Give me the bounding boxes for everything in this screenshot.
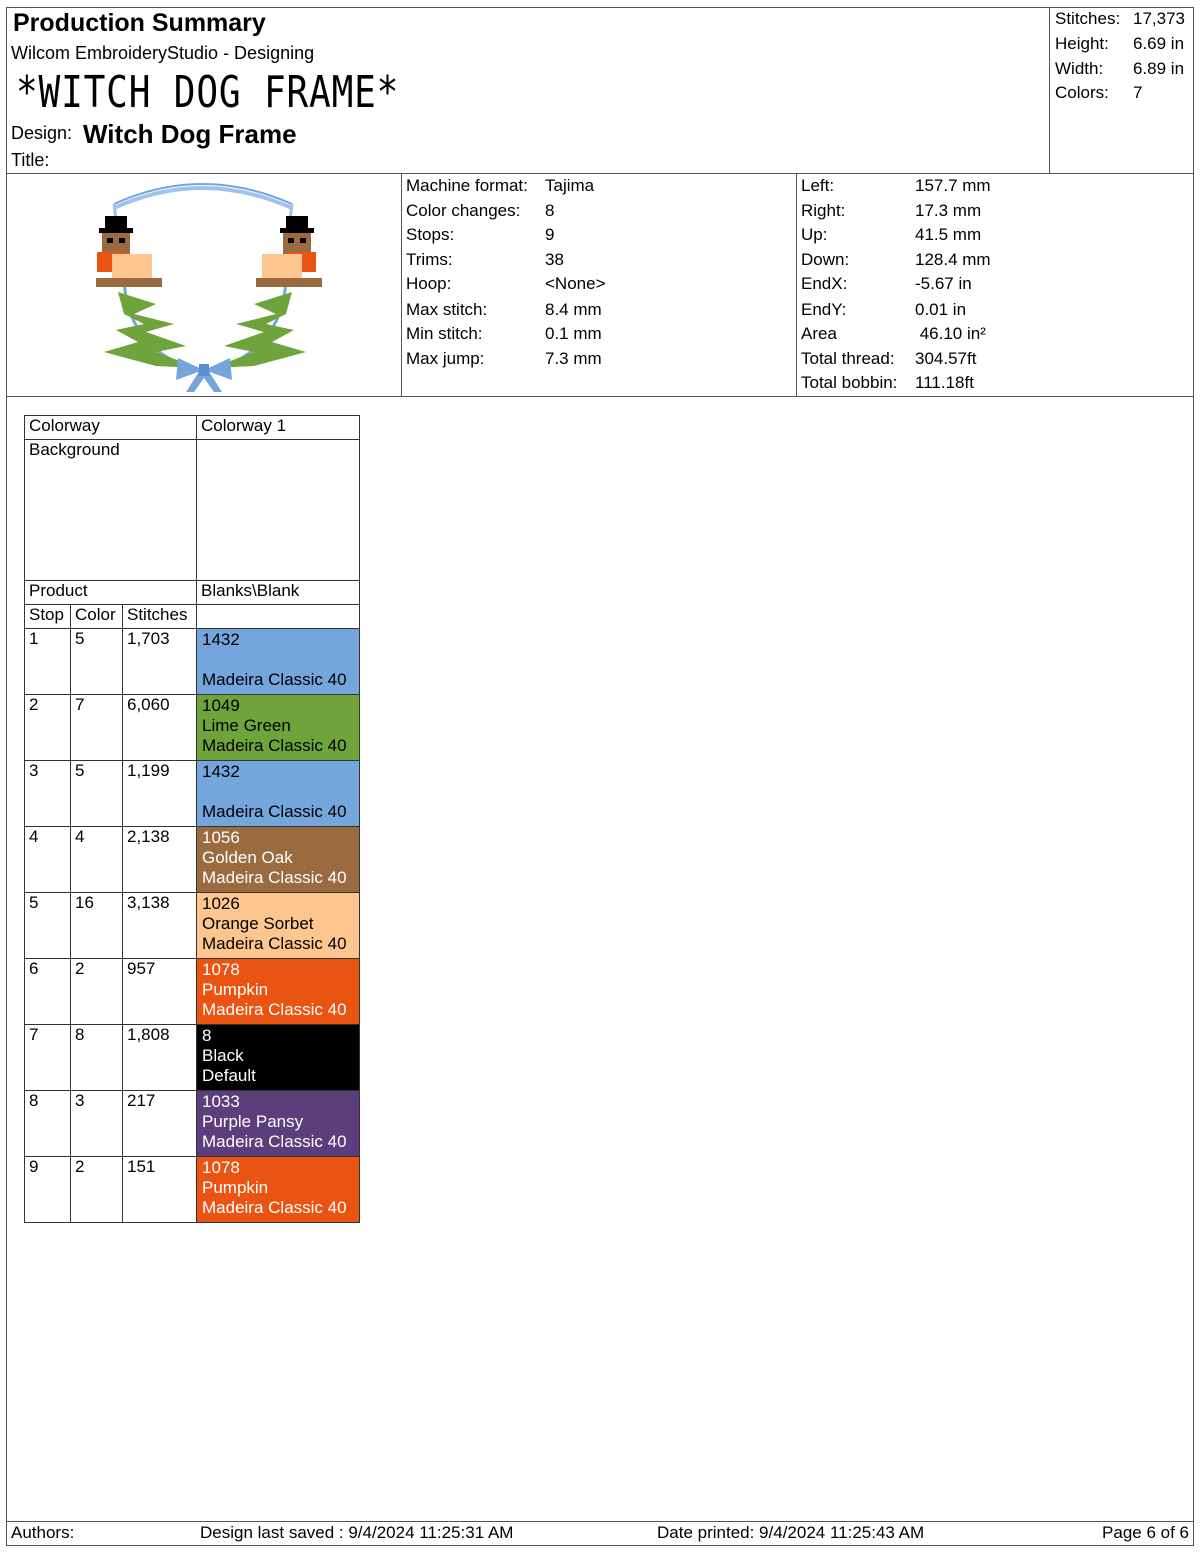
- info-band: [6, 174, 1194, 397]
- stop-cell: 2: [25, 695, 71, 761]
- colorway-value: Colorway 1: [197, 416, 360, 440]
- info-label: Machine format:: [406, 176, 528, 195]
- color-cell: 2: [71, 1157, 123, 1223]
- info-label: Left:: [801, 176, 835, 195]
- thread-brand: Madeira Classic 40: [202, 1132, 347, 1151]
- thread-brand: Madeira Classic 40: [202, 670, 347, 689]
- stat-value: 17,373: [1133, 9, 1185, 28]
- info-label: Down:: [801, 250, 850, 269]
- stop-row: [25, 761, 360, 827]
- info-label: EndX:: [801, 274, 848, 293]
- thread-swatch: [197, 1157, 360, 1223]
- color-cell: 3: [71, 1091, 123, 1157]
- stat-label: Stitches:: [1055, 9, 1121, 28]
- app-name: Wilcom EmbroideryStudio - Designing: [11, 43, 315, 63]
- design-label: Design:: [11, 123, 73, 143]
- colorway-table: [24, 415, 360, 1223]
- stat-label: Height:: [1055, 34, 1109, 53]
- stitches-cell: 1,808: [123, 1025, 197, 1091]
- info-value: Tajima: [545, 176, 595, 195]
- info-value: 46.10 in²: [915, 324, 986, 343]
- thread-code: 1049: [202, 696, 240, 715]
- thread-brand: Default: [202, 1066, 256, 1085]
- info-label: Right:: [801, 201, 846, 220]
- stat-value: 7: [1133, 83, 1143, 102]
- info-label: Area: [801, 324, 837, 343]
- thread-name: Orange Sorbet: [202, 914, 314, 933]
- thread-brand: Madeira Classic 40: [202, 736, 347, 755]
- thread-name: Lime Green: [202, 716, 291, 735]
- header-row: [25, 605, 360, 629]
- stop-rows: [25, 629, 360, 1223]
- info-label: Total thread:: [801, 349, 895, 368]
- thread-name: Pumpkin: [202, 1178, 269, 1197]
- product-row: [25, 581, 360, 605]
- thread-swatch: [197, 629, 360, 695]
- stop-row: [25, 1091, 360, 1157]
- thread-code: 1033: [202, 1092, 240, 1111]
- info-value: 38: [545, 250, 564, 269]
- machine-info: [402, 174, 797, 396]
- info-value: 9: [545, 225, 555, 244]
- thread-brand: Madeira Classic 40: [202, 868, 347, 887]
- stitches-cell: 151: [123, 1157, 197, 1223]
- page-title: Production Summary: [13, 9, 266, 37]
- thread-swatch: [197, 1091, 360, 1157]
- color-cell: 16: [71, 893, 123, 959]
- col-header-stitches: Stitches: [123, 605, 197, 629]
- info-label: Min stitch:: [406, 324, 483, 343]
- thread-brand: Madeira Classic 40: [202, 1198, 347, 1217]
- thread-swatch: [197, 893, 360, 959]
- background-value: [197, 440, 360, 581]
- info-value: 111.18ft: [915, 373, 974, 392]
- stop-cell: 8: [25, 1091, 71, 1157]
- stop-row: [25, 827, 360, 893]
- info-label: Total bobbin:: [801, 373, 898, 392]
- stat-label: Width:: [1055, 59, 1104, 78]
- color-cell: 5: [71, 629, 123, 695]
- product-value: Blanks\Blank: [197, 581, 360, 605]
- thread-code: 1078: [202, 960, 240, 979]
- thread-code: 1432: [202, 630, 240, 649]
- title-label: Title:: [11, 150, 50, 170]
- design-stats: [1049, 7, 1194, 173]
- thread-swatch: [197, 695, 360, 761]
- info-value: <None>: [545, 274, 606, 293]
- stitches-cell: 1,703: [123, 629, 197, 695]
- footer-last-saved: Design last saved : 9/4/2024 11:25:31 AM: [200, 1523, 514, 1542]
- info-label: Color changes:: [406, 201, 521, 220]
- witch-dog-frame-illustration: [6, 174, 402, 396]
- footer-page-number: Page 6 of 6: [1102, 1523, 1189, 1542]
- stitches-cell: 2,138: [123, 827, 197, 893]
- thread-brand: Madeira Classic 40: [202, 802, 347, 821]
- background-label: Background: [25, 440, 197, 581]
- info-label: Trims:: [406, 250, 453, 269]
- product-label: Product: [25, 581, 197, 605]
- thread-code: 1078: [202, 1158, 240, 1177]
- thread-code: 1026: [202, 894, 240, 913]
- stop-row: [25, 1025, 360, 1091]
- stat-label: Colors:: [1055, 83, 1109, 102]
- color-cell: 5: [71, 761, 123, 827]
- col-header-thread: [197, 605, 360, 629]
- info-value: 41.5 mm: [915, 225, 982, 244]
- color-cell: 4: [71, 827, 123, 893]
- thread-brand: Madeira Classic 40: [202, 1000, 347, 1019]
- stop-cell: 7: [25, 1025, 71, 1091]
- stop-row: [25, 695, 360, 761]
- thread-swatch: [197, 959, 360, 1025]
- info-label: Stops:: [406, 225, 455, 244]
- thread-name: [202, 782, 359, 802]
- info-value: 0.01 in: [915, 300, 967, 319]
- stitches-cell: 217: [123, 1091, 197, 1157]
- thread-name: Black: [202, 1046, 244, 1065]
- color-cell: 2: [71, 959, 123, 1025]
- stop-row: [25, 629, 360, 695]
- thread-code: 1432: [202, 762, 240, 781]
- stitches-cell: 1,199: [123, 761, 197, 827]
- thread-name: Pumpkin: [202, 980, 269, 999]
- page-footer: [6, 1521, 1194, 1546]
- thread-swatch: [197, 761, 360, 827]
- thread-name: [202, 650, 359, 670]
- stop-row: [25, 959, 360, 1025]
- thread-code: 1056: [202, 828, 240, 847]
- thread-brand: Madeira Classic 40: [202, 934, 347, 953]
- info-value: 8.4 mm: [545, 300, 602, 319]
- color-cell: 8: [71, 1025, 123, 1091]
- stop-cell: 3: [25, 761, 71, 827]
- info-value: 157.7 mm: [915, 176, 991, 195]
- summary-header: [6, 7, 1194, 174]
- thread-swatch: [197, 1025, 360, 1091]
- stitches-cell: 6,060: [123, 695, 197, 761]
- color-cell: 7: [71, 695, 123, 761]
- col-header-stop: Stop: [25, 605, 71, 629]
- info-value: 304.57ft: [915, 349, 977, 368]
- footer-authors: Authors:: [11, 1523, 75, 1542]
- design-preview: [6, 174, 402, 396]
- dimension-info: [797, 174, 1194, 396]
- stop-cell: 9: [25, 1157, 71, 1223]
- col-header-color: Color: [71, 605, 123, 629]
- stop-cell: 4: [25, 827, 71, 893]
- stitches-cell: 3,138: [123, 893, 197, 959]
- stat-value: 6.89 in: [1133, 59, 1185, 78]
- stop-cell: 1: [25, 629, 71, 695]
- stitches-cell: 957: [123, 959, 197, 1025]
- stop-cell: 6: [25, 959, 71, 1025]
- thread-name: Golden Oak: [202, 848, 293, 867]
- stop-row: [25, 893, 360, 959]
- colorway-row: [25, 416, 360, 440]
- info-value: 17.3 mm: [915, 201, 982, 220]
- thread-swatch: [197, 827, 360, 893]
- info-value: 0.1 mm: [545, 324, 602, 343]
- info-value: 7.3 mm: [545, 349, 602, 368]
- design-name: Witch Dog Frame: [83, 119, 297, 149]
- footer-date-printed: Date printed: 9/4/2024 11:25:43 AM: [657, 1523, 925, 1542]
- colorway-label: Colorway: [25, 416, 197, 440]
- stop-cell: 5: [25, 893, 71, 959]
- thread-code: 8: [202, 1026, 212, 1045]
- stop-row: [25, 1157, 360, 1223]
- info-label: EndY:: [801, 300, 847, 319]
- info-label: Hoop:: [406, 274, 452, 293]
- info-value: 128.4 mm: [915, 250, 991, 269]
- info-value: 8: [545, 201, 555, 220]
- info-label: Up:: [801, 225, 828, 244]
- info-label: Max stitch:: [406, 300, 488, 319]
- info-value: -5.67 in: [915, 274, 972, 293]
- stat-value: 6.69 in: [1133, 34, 1185, 53]
- thread-name: Purple Pansy: [202, 1112, 304, 1131]
- design-banner: *WITCH DOG FRAME*: [16, 67, 400, 118]
- background-row: [25, 440, 360, 581]
- info-label: Max jump:: [406, 349, 485, 368]
